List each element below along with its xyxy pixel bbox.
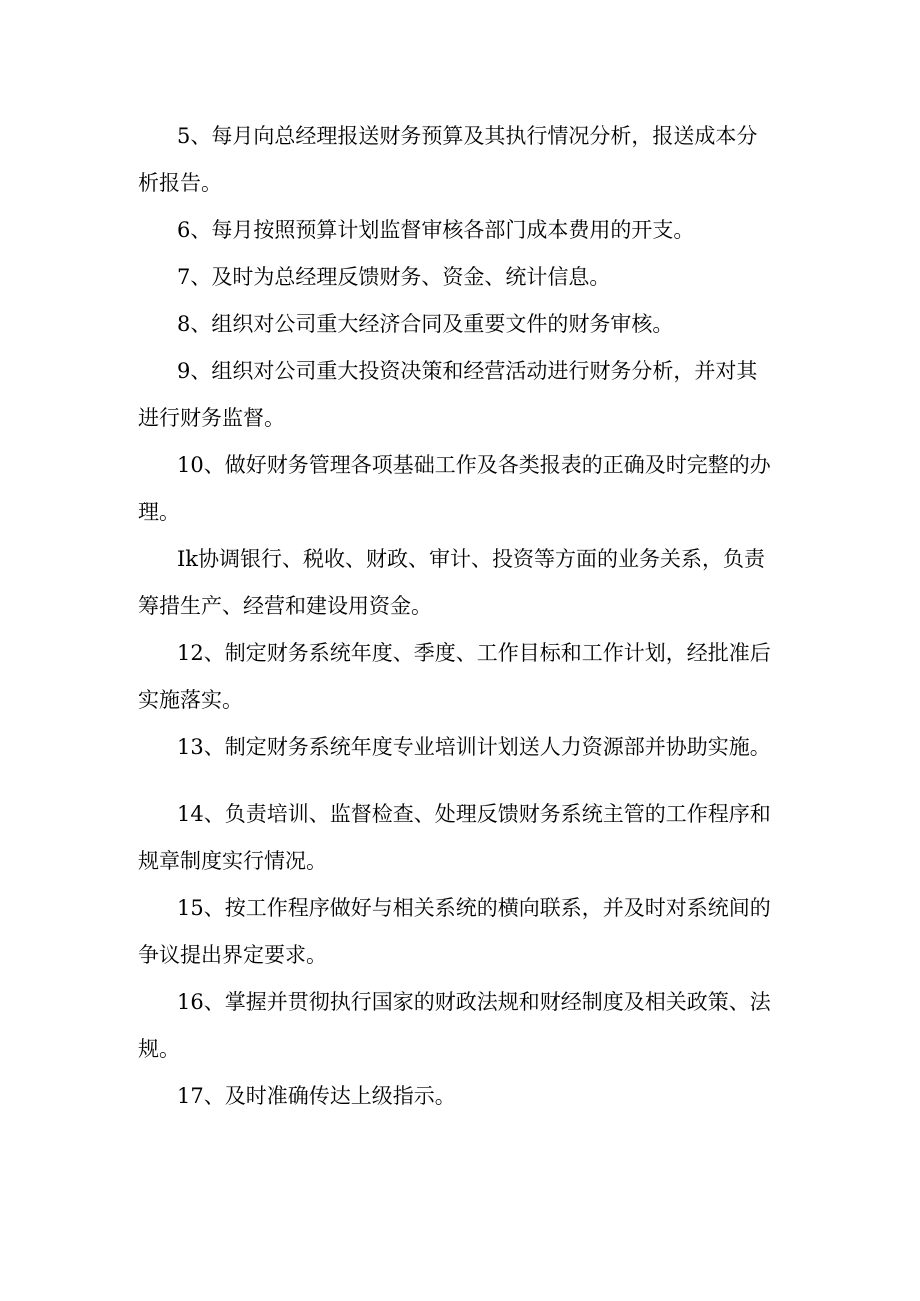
duty-item-6-text: 6、每月按照预算计划监督审核各部门成本费用的开支。 [177, 218, 695, 242]
duty-item-17 [138, 1073, 790, 1120]
duty-list [138, 113, 790, 1120]
duty-item-10-continuation: 理。 [138, 500, 180, 524]
duty-item-16-text: 16、掌握并贯彻执行国家的财政法规和财经制度及相关政策、法 [177, 990, 771, 1014]
duty-item-14-text: 14、负责培训、监督检查、处理反馈财务系统主管的工作程序和 [177, 802, 771, 826]
duty-item-15-continuation: 争议提出界定要求。 [138, 943, 327, 967]
duty-item-9 [138, 348, 790, 442]
duty-item-14-continuation: 规章制度实行情况。 [138, 849, 327, 873]
duty-item-12 [138, 630, 790, 724]
duty-item-7 [138, 254, 790, 301]
duty-item-14 [138, 791, 790, 885]
duty-item-5 [138, 113, 790, 207]
duty-item-7-text: 7、及时为总经理反馈财务、资金、统计信息。 [177, 265, 611, 289]
duty-item-8 [138, 301, 790, 348]
duty-item-5-continuation: 析报告。 [138, 171, 222, 195]
duty-item-11-text: Ik协调银行、税收、财政、审计、投资等方面的业务关系，负责 [177, 547, 766, 571]
duty-item-17-text: 17、及时准确传达上级指示。 [177, 1084, 456, 1108]
duty-item-12-text: 12、制定财务系统年度、季度、工作目标和工作计划，经批准后 [177, 641, 771, 665]
duty-item-6 [138, 207, 790, 254]
duty-item-13 [138, 724, 790, 771]
duty-item-15-text: 15、按工作程序做好与相关系统的横向联系，并及时对系统间的 [177, 896, 771, 920]
duty-item-5-text: 5、每月向总经理报送财务预算及其执行情况分析，报送成本分 [177, 124, 758, 148]
duty-item-16-continuation: 规。 [138, 1037, 180, 1061]
duty-item-15 [138, 885, 790, 979]
duty-item-16 [138, 979, 790, 1073]
duty-item-10 [138, 442, 790, 536]
duty-item-8-text: 8、组织对公司重大经济合同及重要文件的财务审核。 [177, 312, 674, 336]
duty-item-11-continuation: 筹措生产、经营和建设用资金。 [138, 594, 432, 618]
duty-item-9-continuation: 进行财务监督。 [138, 406, 285, 430]
duty-item-9-text: 9、组织对公司重大投资决策和经营活动进行财务分析，并对其 [177, 359, 758, 383]
duty-item-13-text: 13、制定财务系统年度专业培训计划送人力资源部并协助实施。 [177, 735, 771, 759]
duty-item-11 [138, 536, 790, 630]
duty-item-12-continuation: 实施落实。 [138, 688, 243, 712]
duty-item-10-text: 10、做好财务管理各项基础工作及各类报表的正确及时完整的办 [177, 453, 771, 477]
